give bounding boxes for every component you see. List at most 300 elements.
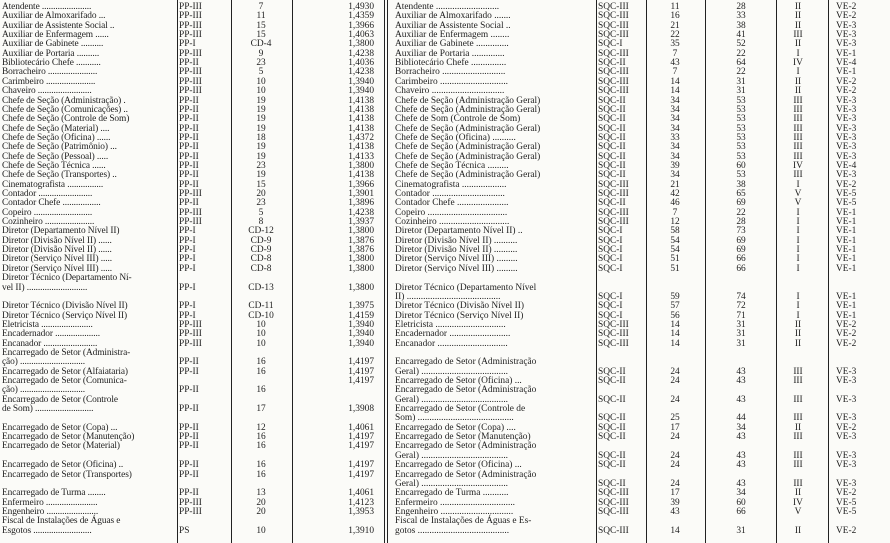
ref-start-cell: 17 [670,488,680,499]
ref-end-cell: 43 [736,478,746,489]
ref-start-cell: 34 [670,151,680,162]
cargo-cell-right: Chefe de Seção (Administração Geral) [395,95,541,106]
table-row [0,527,890,536]
ref-start-cell: 43 [670,506,680,517]
ref-end-cell: 53 [736,104,746,115]
level-cell: 5 [258,207,264,218]
ref-start-cell: 51 [670,254,680,265]
cargo-cell: Chefe de Seção (Patrimônio) ... [2,142,117,153]
level-cell: 19 [256,114,266,125]
ve-cell: VE-1 [836,263,857,274]
symbol-cell: PP-III [179,319,202,330]
cargo-cell-right: Diretor (Divisão Nível II) .......... [395,245,518,256]
cargo-cell-right: Cinematografista ................... [395,179,507,190]
cargo-cell: Chefe de Seção (Controle de Som) [2,114,130,125]
class-cell: V [794,189,802,200]
cargo-cell: Encarregado de Setor (Administra- [2,347,131,358]
level-cell: 12 [256,422,266,433]
ve-cell: VE-3 [836,450,857,461]
level-cell: CD-9 [250,245,272,256]
cargo-cell-right: Borracheiro ........................... [395,67,506,78]
ve-cell: VE-3 [836,20,857,31]
table-row [0,265,890,274]
index-cell: 1,4159 [348,310,374,321]
cargo-cell: Diretor (Serviço Nível III) ..... [2,254,112,265]
ve-cell: VE-2 [836,525,857,536]
table-row [0,274,890,283]
index-cell: 1,4138 [348,170,374,181]
group-cell: SQC-I [598,235,623,246]
ref-start-cell: 58 [670,226,680,237]
ve-cell: VE-5 [836,198,857,209]
ref-end-cell: 43 [736,450,746,461]
group-cell: SQC-II [598,104,626,115]
cargo-cell-right: Chefe de Seção (Administração Geral) [395,151,541,162]
table-row [0,143,890,152]
class-cell: II [794,525,802,536]
ve-cell: VE-1 [836,48,857,59]
table-row [0,358,890,367]
group-cell: SQC-III [598,2,629,12]
ref-start-cell: 7 [672,48,678,59]
cargo-cell: Esgotos .......................... [2,525,92,536]
symbol-cell: PS [179,525,190,536]
ve-cell: VE-3 [836,114,857,125]
cargo-cell-right: Copeiro .................................. [395,207,508,218]
cargo-cell: Chefe de Seção (Oficina) ...... [2,132,111,143]
cargo-cell-right: Encarregado de Setor (Oficina) ... [395,376,522,387]
level-cell: 11 [256,11,266,22]
class-cell: II [794,319,802,330]
cargo-cell-right: Auxiliar de Portaria .............. [395,48,505,59]
table-row [0,517,890,526]
ve-cell: VE-3 [836,170,857,181]
ref-end-cell: 28 [736,2,746,12]
ref-end-cell: 22 [736,67,746,78]
cargo-cell: Chefe de Seção Técnica ...... [2,160,106,171]
group-cell: SQC-III [598,207,629,218]
class-cell: I [796,310,800,321]
ref-end-cell: 53 [736,132,746,143]
cargo-cell-right: Encarregado de Setor (Administração [395,469,537,480]
ve-cell: VE-2 [836,338,857,349]
class-cell: II [794,422,802,433]
cargo-cell-right: Geral) ..................................... [395,366,509,377]
table-row [0,199,890,208]
cargo-cell-right: Contador ............................... [395,189,505,200]
index-cell: 1,3901 [348,189,374,200]
symbol-cell: PP-II [179,198,199,209]
cargo-cell-right: Chefe de Seção (Administração Geral) [395,170,541,181]
ve-cell: VE-3 [836,39,857,50]
ref-end-cell: 53 [736,142,746,153]
group-cell: SQC-II [598,160,626,171]
cargo-cell: Chefe de Seção (Comunicações) .. [2,104,128,115]
cargo-cell: Contador ........................ [2,189,93,200]
class-cell: IV [793,497,803,508]
index-cell: 1,4359 [348,11,374,22]
class-cell: I [796,254,800,265]
ref-end-cell: 60 [736,497,746,508]
cargo-cell-right: Chefe de Seção (Administração Geral) [395,104,541,115]
table-row [0,171,890,180]
ref-start-cell: 43 [670,58,680,69]
ref-end-cell: 22 [736,207,746,218]
ref-start-cell: 17 [670,422,680,433]
ref-end-cell: 34 [736,488,746,499]
class-cell: II [794,76,802,87]
index-cell: 1,4061 [348,422,374,433]
ve-cell: VE-1 [836,301,857,312]
cargo-cell-right: Diretor (Departamento Nível II) .. [395,226,523,237]
ve-cell: VE-2 [836,2,857,12]
group-cell: SQC-III [598,189,629,200]
ve-cell: VE-3 [836,132,857,143]
cargo-cell: Chefe de Seção (Administração) . [2,95,126,106]
cargo-cell: Encarregado de Turma ........ [2,488,106,499]
level-cell: 18 [256,132,266,143]
ref-end-cell: 43 [736,376,746,387]
symbol-cell: PP-II [179,460,199,471]
group-cell: SQC-II [598,432,626,443]
group-cell: SQC-III [598,525,629,536]
ref-start-cell: 35 [670,39,680,50]
class-cell: III [793,95,803,106]
index-cell: 1,3800 [348,282,374,293]
ref-end-cell: 43 [736,366,746,377]
group-cell: SQC-III [598,497,629,508]
symbol-cell: PP-II [179,432,199,443]
class-cell: III [793,394,803,405]
cargo-cell-right: Diretor (Serviço Nível III) ......... [395,263,518,274]
index-cell: 1,3940 [348,329,374,340]
class-cell: II [794,86,802,97]
index-cell: 1,3966 [348,20,374,31]
ref-start-cell: 24 [670,478,680,489]
ve-cell: VE-3 [836,432,857,443]
group-cell: SQC-III [598,319,629,330]
symbol-cell: PP-II [179,123,199,134]
index-cell: 1,3800 [348,254,374,265]
index-cell: 1,3800 [348,160,374,171]
ref-end-cell: 53 [736,151,746,162]
cargo-cell: Chaveiro ........................ [2,86,92,97]
ref-start-cell: 24 [670,432,680,443]
cargo-cell: Auxiliar de Gabinete .......... [2,39,104,50]
ref-start-cell: 7 [672,67,678,78]
cargo-cell: Diretor (Departamento Nível II) [2,226,120,237]
class-cell: I [796,207,800,218]
level-cell: CD-9 [250,235,272,246]
class-cell: I [796,179,800,190]
cargo-cell: Diretor (Divisão Nível II) ...... [2,245,112,256]
ref-start-cell: 54 [670,245,680,256]
ref-end-cell: 66 [736,263,746,274]
index-cell: 1,4138 [348,142,374,153]
group-cell: SQC-III [598,86,629,97]
level-cell: 15 [256,30,266,41]
index-cell: 1,4238 [348,67,374,78]
ref-start-cell: 7 [672,207,678,218]
group-cell: SQC-I [598,291,623,302]
cargo-cell-right: Geral) ..................................... [395,394,509,405]
level-cell: 5 [258,67,264,78]
index-cell: 1,4197 [348,432,374,443]
index-cell: 1,3940 [348,86,374,97]
ref-start-cell: 21 [670,179,680,190]
ref-start-cell: 56 [670,310,680,321]
level-cell: CD-10 [248,310,274,321]
level-cell: CD-8 [250,254,272,265]
index-cell: 1,4197 [348,441,374,452]
cargo-cell: Fiscal de Instalações de Águas e [2,516,121,527]
class-cell: III [793,114,803,125]
symbol-cell: PP-III [179,86,202,97]
index-cell: 1,4372 [348,132,374,143]
index-cell: 1,4061 [348,488,374,499]
cargo-cell-right: Contador Chefe ...................... [395,198,509,209]
cargo-cell-right: II) ........................................ [395,291,501,302]
cargo-cell-right: Bibliotecário Chefe ............... [395,58,507,69]
class-cell: II [794,329,802,340]
index-cell: 1,3876 [348,245,374,256]
cargo-cell-right: Encarregado de Setor (Oficina) ... [395,460,522,471]
ref-end-cell: 52 [736,39,746,50]
symbol-cell: PP-II [179,160,199,171]
index-cell: 1,3940 [348,338,374,349]
level-cell: 10 [256,329,266,340]
cargo-cell: Auxiliar de Assistente Social .. [2,20,115,31]
symbol-cell: PP-II [179,95,199,106]
cargo-cell-right: Encarregado de Setor (Administração [395,385,537,396]
cargo-cell-right: Encarregado de Setor (Manutenção) [395,432,531,443]
ref-end-cell: 31 [736,525,746,536]
ve-cell: VE-3 [836,123,857,134]
group-cell: SQC-III [598,338,629,349]
cargo-cell: Copeiro .......................... [2,207,93,218]
ref-end-cell: 43 [736,432,746,443]
group-cell: SQC-II [598,142,626,153]
ref-start-cell: 24 [670,394,680,405]
ref-end-cell: 64 [736,58,746,69]
index-cell: 1,3953 [348,506,374,517]
class-cell: V [794,198,802,209]
level-cell: 17 [256,404,266,415]
group-cell: SQC-III [598,48,629,59]
ve-cell: VE-1 [836,207,857,218]
symbol-cell: PP-II [179,357,199,368]
group-cell: SQC-II [598,450,626,461]
symbol-cell: PP-I [179,263,196,274]
ref-start-cell: 14 [670,76,680,87]
ref-end-cell: 71 [736,310,746,321]
level-cell: CD-4 [250,39,272,50]
ref-end-cell: 28 [736,217,746,228]
ref-end-cell: 38 [736,179,746,190]
ref-start-cell: 16 [670,11,680,22]
class-cell: I [796,245,800,256]
cargo-cell: ção) ............................. [2,357,86,368]
ref-start-cell: 34 [670,123,680,134]
cargo-cell: Auxiliar de Enfermagem ...... [2,30,109,41]
level-cell: 10 [256,76,266,87]
class-cell: III [793,123,803,134]
symbol-cell: PP-I [179,301,196,312]
ve-cell: VE-1 [836,226,857,237]
ref-start-cell: 14 [670,329,680,340]
cargo-cell-right: Encanador .............................. [395,338,508,349]
level-cell: 10 [256,338,266,349]
table-row [0,330,890,339]
ref-start-cell: 34 [670,142,680,153]
symbol-cell: PP-III [179,329,202,340]
symbol-cell: PP-I [179,245,196,256]
ref-start-cell: 21 [670,20,680,31]
cargo-cell-right: Encadernador .......................... [395,329,511,340]
level-cell: 10 [256,319,266,330]
symbol-cell: PP-II [179,142,199,153]
ref-end-cell: 41 [736,30,746,41]
level-cell: 19 [256,104,266,115]
symbol-cell: PP-III [179,48,202,59]
ve-cell: VE-5 [836,189,857,200]
ref-start-cell: 54 [670,235,680,246]
cargo-cell-right: Auxiliar de Gabinete .............. [395,39,509,50]
ref-end-cell: 44 [736,413,746,424]
ref-start-cell: 34 [670,170,680,181]
group-cell: SQC-II [598,460,626,471]
cargo-cell: Engenheiro ....................... [2,506,99,517]
table-row [0,461,890,470]
ref-end-cell: 43 [736,460,746,471]
cargo-cell: Diretor Técnico (Serviço Nível II) [2,310,128,321]
index-cell: 1,3975 [348,301,374,312]
cargo-cell-right: Atendente ........................... [395,2,500,12]
symbol-cell: PP-I [179,235,196,246]
cargo-cell: Borracheiro ...................... [2,67,98,78]
level-cell: 16 [256,366,266,377]
symbol-cell: PP-III [179,497,202,508]
symbol-cell: PP-I [179,39,196,50]
class-cell: I [796,226,800,237]
cargo-cell-right: Auxiliar de Enfermagem ........ [395,30,510,41]
ve-cell: VE-3 [836,151,857,162]
class-cell: III [793,450,803,461]
cargo-cell-right: Som) ......................................... [395,413,514,424]
cargo-cell: Encarregado de Setor (Copa) ... [2,422,118,433]
class-cell: IV [793,160,803,171]
level-cell: 7 [258,2,264,12]
ve-cell: VE-3 [836,460,857,471]
cargo-cell: Cinematografista ................ [2,179,104,190]
ve-cell: VE-4 [836,58,857,69]
index-cell: 1,3910 [348,525,374,536]
group-cell: SQC-I [598,310,623,321]
ve-cell: VE-3 [836,104,857,115]
ref-end-cell: 31 [736,329,746,340]
symbol-cell: PP-II [179,58,199,69]
index-cell: 1,3940 [348,319,374,330]
ref-end-cell: 69 [736,245,746,256]
cargo-cell: Encarregado de Setor (Material) [2,441,120,452]
ve-cell: VE-3 [836,478,857,489]
group-cell: SQC-III [598,11,629,22]
symbol-cell: PP-I [179,282,196,293]
level-cell: 19 [256,151,266,162]
group-cell: SQC-II [598,376,626,387]
class-cell: I [796,263,800,274]
cargo-cell-right: Chefe de Seção (Administração Geral) [395,142,541,153]
class-cell: I [796,291,800,302]
class-cell: V [794,506,802,517]
ve-cell: VE-1 [836,67,857,78]
class-cell: III [793,132,803,143]
index-cell: 1,4138 [348,104,374,115]
table-row [0,489,890,498]
ve-cell: VE-5 [836,497,857,508]
index-cell: 1,4138 [348,123,374,134]
group-cell: SQC-II [598,95,626,106]
cargo-cell-right: Geral) ..................................... [395,478,509,489]
ref-end-cell: 66 [736,254,746,265]
class-cell: II [794,488,802,499]
ref-start-cell: 46 [670,198,680,209]
symbol-cell: PP-III [179,67,202,78]
cargo-cell: Bibliotecário Chefe ........... [2,58,101,69]
cargo-cell-right: Cozinheiro .............................. [395,217,510,228]
level-cell: 23 [256,160,266,171]
cargo-cell: Atendente ...................... [2,2,92,12]
ref-start-cell: 14 [670,338,680,349]
cargo-cell-right: Eletricista .............................. [395,319,506,330]
cargo-cell: Diretor Técnico (Departamento Ní- [2,273,132,284]
level-cell: 8 [258,217,264,228]
ref-end-cell: 22 [736,48,746,59]
ref-start-cell: 12 [670,217,680,228]
class-cell: III [793,413,803,424]
ve-cell: VE-3 [836,413,857,424]
ref-end-cell: 38 [736,20,746,31]
symbol-cell: PP-III [179,506,202,517]
cargo-cell-right: Chefe de Som (Controle de Som) [395,114,521,125]
ref-end-cell: 69 [736,198,746,209]
cargo-cell: vel II) ........................... [2,282,88,293]
ref-start-cell: 24 [670,460,680,471]
cargo-cell-right: Encarregado de Setor (Controle de [395,404,526,415]
index-cell: 1,4063 [348,30,374,41]
index-cell: 1,4930 [348,2,374,12]
cargo-cell-right: Engenheiro ............................... [395,506,514,517]
level-cell: 9 [258,48,264,59]
cargo-cell: Enfermeiro ....................... [2,497,98,508]
level-cell: CD-13 [248,282,274,293]
class-cell: IV [793,58,803,69]
ve-cell: VE-3 [836,95,857,106]
class-cell: I [796,217,800,228]
cargo-cell-right: Chefe de Seção Técnica ......... [395,160,509,171]
ref-end-cell: 53 [736,123,746,134]
ve-cell: VE-1 [836,254,857,265]
index-cell: 1,4123 [348,497,374,508]
symbol-cell: PP-III [179,189,202,200]
cargo-cell: Chefe de Seção (Pessoal) ..... [2,151,109,162]
level-cell: 10 [256,86,266,97]
ref-end-cell: 33 [736,11,746,22]
symbol-cell: PP-III [179,2,202,12]
ref-start-cell: 34 [670,95,680,106]
ref-start-cell: 51 [670,263,680,274]
symbol-cell: PP-II [179,404,199,415]
